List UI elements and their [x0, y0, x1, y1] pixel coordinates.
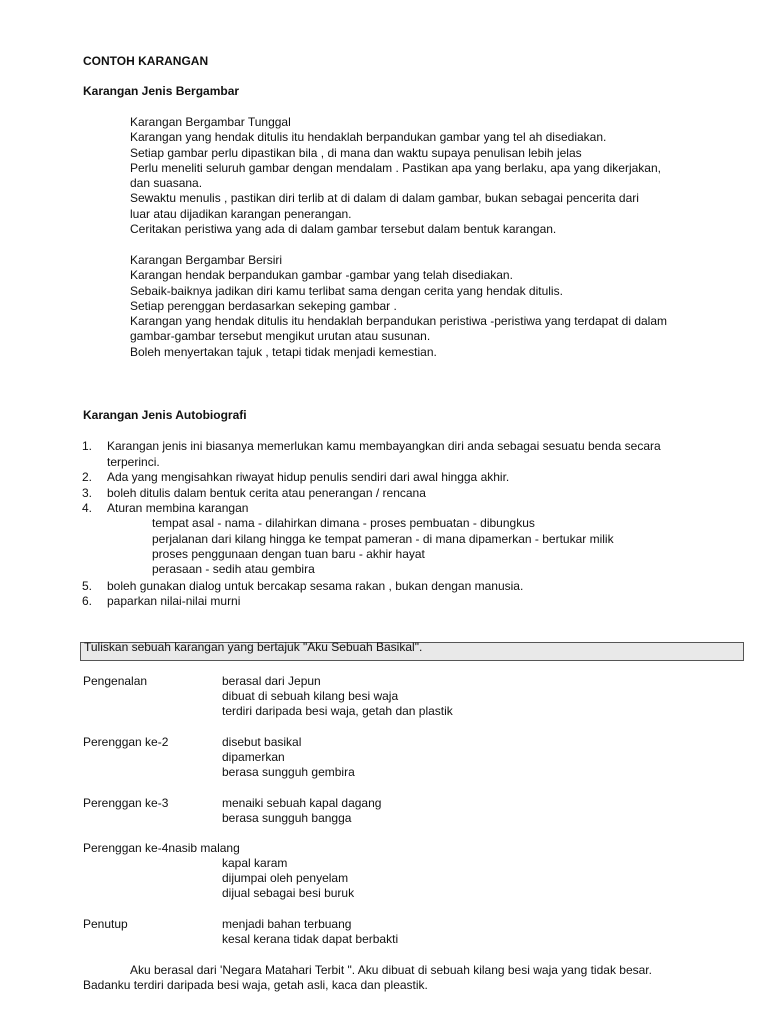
list-item: [82, 455, 160, 470]
bersiri-line: Karangan Bergambar Bersiri: [130, 253, 283, 267]
list-number: 1.: [82, 439, 93, 453]
plan-line: disebut basikal: [222, 735, 302, 749]
list-number: 3.: [82, 486, 93, 500]
list-text: terperinci.: [107, 455, 160, 469]
list-number: 4.: [82, 501, 93, 515]
aturan-line: proses penggunaan dengan tuan baru - akhir hayat: [152, 547, 425, 561]
list-item: [82, 470, 509, 485]
list-number: 6.: [82, 594, 93, 608]
plan-line: berasa sungguh gembira: [222, 765, 355, 780]
section-heading-bergambar: Karangan Jenis Bergambar: [83, 84, 240, 98]
tunggal-line: Sewaktu menulis , pastikan diri terlib at di dalam di dalam gambar, bukan sebagai pencerita dari: [130, 191, 639, 206]
aturan-line: perjalanan dari kilang hingga ke tempat pameran - di mana dipamerkan - bertukar milik: [152, 532, 614, 546]
section-heading-autobiografi: Karangan Jenis Autobiografi: [83, 408, 247, 422]
bersiri-line: Karangan yang hendak ditulis itu hendaklah berpandukan peristiwa -peristiwa yang terdapat di dalam: [130, 314, 668, 329]
task-box: [80, 642, 744, 661]
plan-line: dibuat di sebuah kilang besi waja: [222, 689, 399, 704]
plan-lines-perenggan-3: [222, 796, 381, 826]
plan-line: dijual sebagai besi buruk: [222, 886, 355, 901]
aturan-line: perasaan - sedih atau gembira: [152, 562, 315, 576]
plan-line: kapal karam: [222, 856, 288, 870]
essay-line: Badanku terdiri daripada besi waja, getah asli, kaca dan pleastik.: [83, 978, 428, 992]
list-text: Karangan jenis ini biasanya memerlukan kamu membayangkan diri anda sebagai sesuatu benda secara: [107, 439, 661, 453]
plan-label-perenggan-4: Perenggan ke-4nasib malang: [83, 841, 240, 855]
list-item: [82, 594, 240, 609]
list-number: 2.: [82, 470, 93, 484]
list-item: [82, 579, 523, 594]
page-title: CONTOH KARANGAN: [83, 54, 209, 68]
plan-line: terdiri daripada besi waja, getah dan plastik: [222, 704, 453, 719]
plan-line: dijumpai oleh penyelam: [222, 871, 349, 886]
list-item: [82, 486, 426, 501]
plan-line: menjadi bahan terbuang: [222, 917, 352, 931]
plan-line: menaiki sebuah kapal dagang: [222, 796, 382, 810]
plan-lines-perenggan-2: [222, 735, 355, 781]
aturan-line: tempat asal - nama - dilahirkan dimana - proses pembuatan - dibungkus: [152, 516, 535, 530]
essay-line: Aku berasal dari 'Negara Matahari Terbit ". Aku dibuat di sebuah kilang besi waja yang tidak besar.: [130, 963, 652, 977]
bersiri-line: Boleh menyertakan tajuk , tetapi tidak menjadi kemestian.: [130, 344, 437, 359]
plan-label-perenggan-2: Perenggan ke-2: [83, 735, 169, 749]
plan-line: dipamerkan: [222, 750, 285, 765]
plan-lines-perenggan-4: [222, 856, 354, 902]
list-number: 5.: [82, 579, 93, 593]
list-item: [82, 501, 248, 516]
list-text: Ada yang mengisahkan riwayat hidup penulis sendiri dari awal hingga akhir.: [107, 470, 510, 484]
bersiri-block: [130, 253, 667, 360]
tunggal-line: Setiap gambar perlu dipastikan bila , di mana dan waktu supaya penulisan lebih jelas: [130, 145, 582, 160]
plan-lines-pengenalan: [222, 674, 453, 720]
plan-label-pengenalan: Pengenalan: [83, 674, 148, 688]
bersiri-line: Karangan hendak berpandukan gambar -gambar yang telah disediakan.: [130, 268, 513, 283]
tunggal-line: Ceritakan peristiwa yang ada di dalam gambar tersebut dalam bentuk karangan.: [130, 222, 557, 237]
list-text: paparkan nilai-nilai murni: [107, 594, 241, 608]
plan-line: kesal kerana tidak dapat berbakti: [222, 932, 399, 947]
bersiri-line: Setiap perenggan berdasarkan sekeping gambar .: [130, 298, 397, 313]
plan-lines-penutup: [222, 917, 398, 947]
plan-label-perenggan-3: Perenggan ke-3: [83, 796, 169, 810]
tunggal-line: luar atau dijadikan karangan penerangan.: [130, 206, 352, 221]
tunggal-block: [130, 115, 661, 237]
tunggal-line: dan suasana.: [130, 176, 203, 191]
list-text: Aturan membina karangan: [107, 501, 249, 515]
list-text: boleh ditulis dalam bentuk cerita atau penerangan / rencana: [107, 486, 426, 500]
tunggal-line: Karangan Bergambar Tunggal: [130, 115, 291, 129]
list-item: [82, 439, 661, 454]
tunggal-line: Karangan yang hendak ditulis itu hendaklah berpandukan gambar yang tel ah disediakan.: [130, 130, 607, 145]
bersiri-line: Sebaik-baiknya jadikan diri kamu terlibat sama dengan cerita yang hendak ditulis.: [130, 283, 563, 298]
plan-label-penutup: Penutup: [83, 917, 128, 931]
plan-line: berasal dari Jepun: [222, 674, 321, 688]
plan-line: berasa sungguh bangga: [222, 811, 352, 826]
list-text: boleh gunakan dialog untuk bercakap sesama rakan , bukan dengan manusia.: [107, 579, 524, 593]
task-text: Tuliskan sebuah karangan yang bertajuk "Aku Sebuah Basikal".: [84, 640, 423, 654]
tunggal-line: Perlu meneliti seluruh gambar dengan mendalam . Pastikan apa yang berlaku, apa yang dikerjakan,: [130, 160, 661, 175]
bersiri-line: gambar-gambar tersebut mengikut urutan atau susunan.: [130, 329, 431, 344]
